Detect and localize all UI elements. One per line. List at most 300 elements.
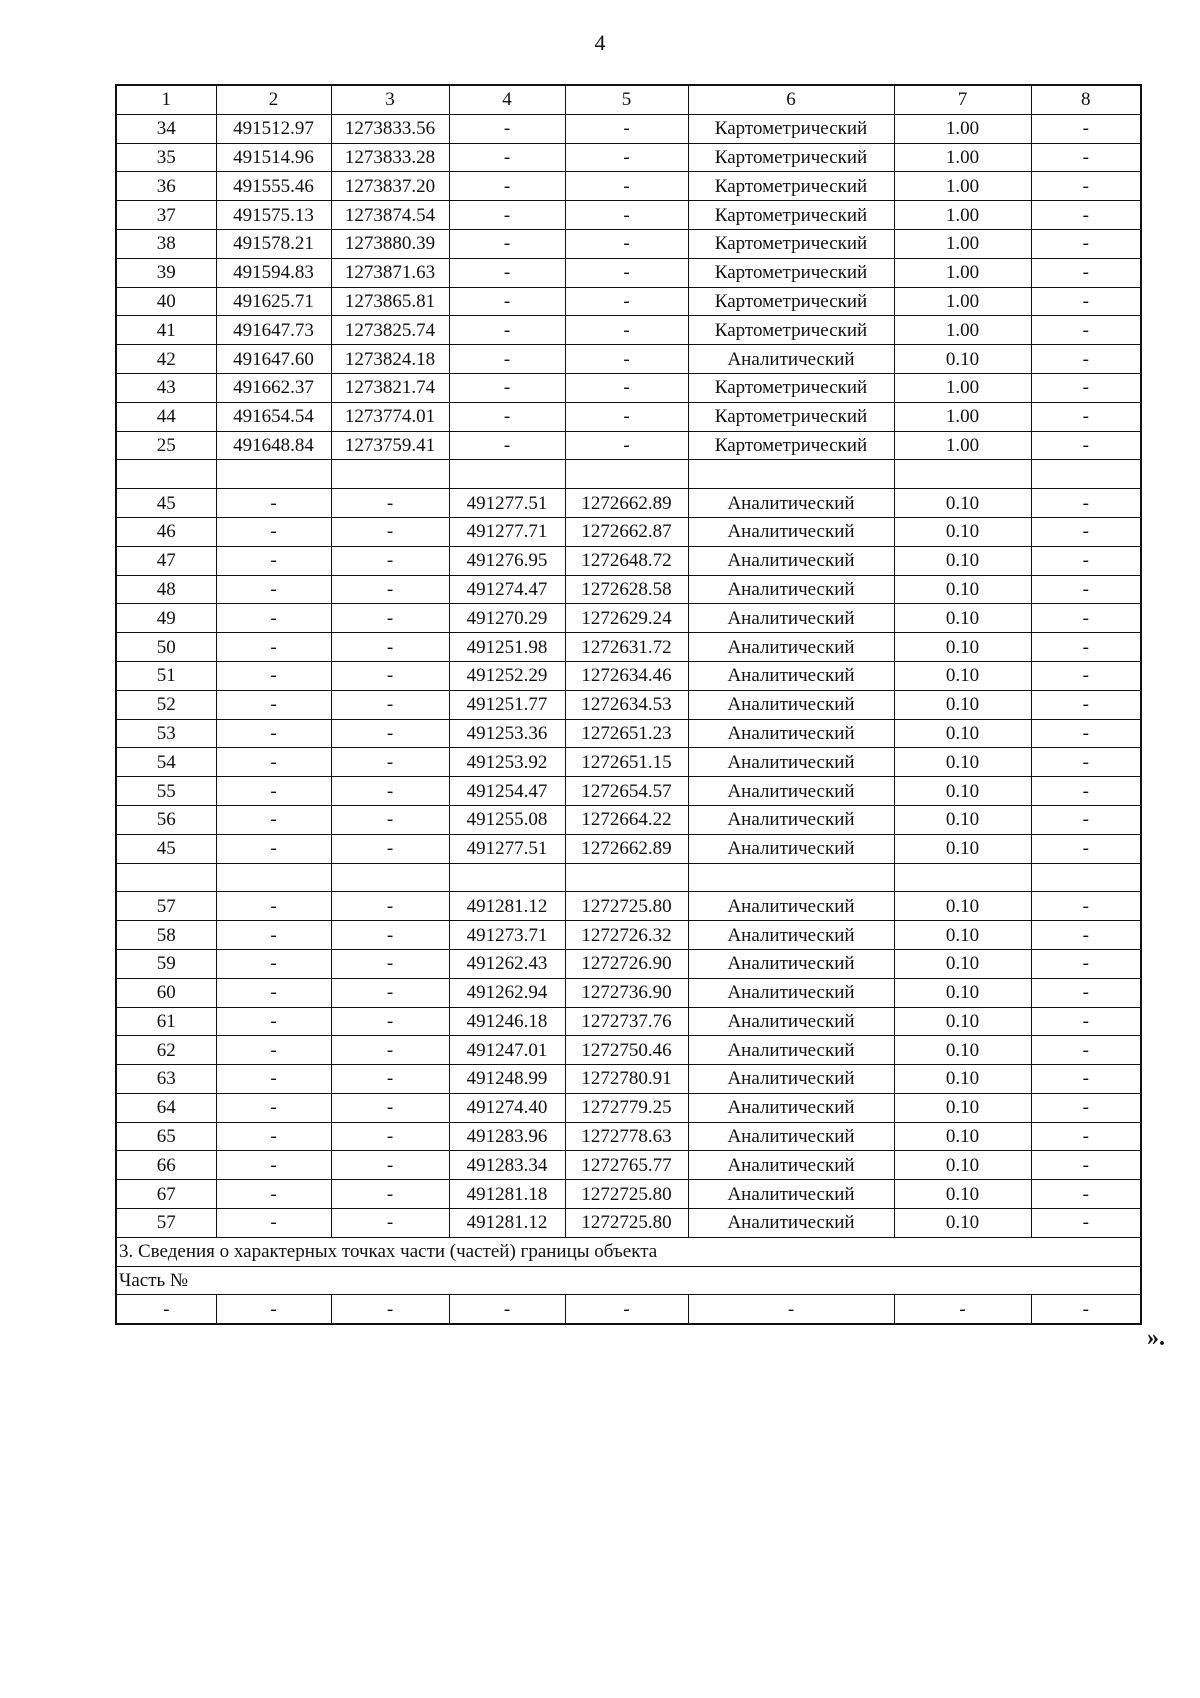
table-cell: 1.00 (894, 373, 1031, 402)
table-cell: 1.00 (894, 258, 1031, 287)
table-cell: 1272662.89 (565, 834, 688, 863)
table-cell: - (1031, 1209, 1141, 1238)
table-cell: 47 (116, 546, 216, 575)
table-cell: 491512.97 (216, 114, 331, 143)
table-cell: - (565, 1295, 688, 1324)
table-cell: 491514.96 (216, 143, 331, 172)
table-cell: - (331, 777, 449, 806)
table-cell: 58 (116, 921, 216, 950)
table-cell: - (565, 316, 688, 345)
table-cell: Аналитический (688, 978, 894, 1007)
table-cell (449, 863, 565, 892)
table-cell: - (216, 1180, 331, 1209)
page-number: 4 (594, 30, 606, 55)
table-cell: - (216, 1065, 331, 1094)
table-cell (331, 460, 449, 489)
table-cell: 0.10 (894, 661, 1031, 690)
table-cell: Картометрический (688, 143, 894, 172)
table-cell: 1.00 (894, 287, 1031, 316)
table-row (116, 892, 1141, 921)
table-cell: 491255.08 (449, 805, 565, 834)
table-cell: 491251.77 (449, 690, 565, 719)
table-cell: - (331, 1151, 449, 1180)
table-cell: 0.10 (894, 892, 1031, 921)
table-cell: 0.10 (894, 805, 1031, 834)
table-cell: - (688, 1295, 894, 1324)
table-cell: - (1031, 921, 1141, 950)
table-cell: - (331, 1180, 449, 1209)
table-cell: - (331, 921, 449, 950)
table-cell: Картометрический (688, 201, 894, 230)
table-cell: - (1031, 1036, 1141, 1065)
table-cell: 1.00 (894, 201, 1031, 230)
table-cell: - (331, 633, 449, 662)
table-cell: 491262.43 (449, 949, 565, 978)
separator-row (116, 460, 1141, 489)
table-cell: 491253.92 (449, 748, 565, 777)
table-cell: 51 (116, 661, 216, 690)
table-row (116, 1151, 1141, 1180)
table-row (116, 229, 1141, 258)
table-cell: 1.00 (894, 316, 1031, 345)
table-cell: 54 (116, 748, 216, 777)
table-cell: 44 (116, 402, 216, 431)
table-cell: Аналитический (688, 345, 894, 374)
table-cell: 64 (116, 1093, 216, 1122)
table-cell (688, 460, 894, 489)
table-cell: 1273824.18 (331, 345, 449, 374)
table-cell: - (216, 517, 331, 546)
table-cell: 1272662.87 (565, 517, 688, 546)
table-row (116, 690, 1141, 719)
table-row (116, 1007, 1141, 1036)
table-cell: Аналитический (688, 517, 894, 546)
table-cell: Аналитический (688, 575, 894, 604)
table-cell: - (894, 1295, 1031, 1324)
table-cell: - (449, 431, 565, 460)
table-cell: 491555.46 (216, 172, 331, 201)
table-cell: - (331, 1065, 449, 1094)
table-cell: Картометрический (688, 431, 894, 460)
table-cell: 46 (116, 517, 216, 546)
table-cell: - (216, 921, 331, 950)
table-cell: - (1031, 114, 1141, 143)
table-cell: 0.10 (894, 517, 1031, 546)
table-row (116, 604, 1141, 633)
table-row (116, 402, 1141, 431)
table-cell: - (565, 258, 688, 287)
table-cell: 0.10 (894, 949, 1031, 978)
table-cell: 491248.99 (449, 1065, 565, 1094)
separator-row (116, 863, 1141, 892)
table-row (116, 172, 1141, 201)
table-cell: 36 (116, 172, 216, 201)
table-cell: 1273833.56 (331, 114, 449, 143)
table-cell: - (1031, 1093, 1141, 1122)
table-cell: Аналитический (688, 489, 894, 518)
table-cell: - (1031, 661, 1141, 690)
table-cell: 65 (116, 1122, 216, 1151)
table-row (116, 921, 1141, 950)
table-cell: - (216, 978, 331, 1007)
table-cell (565, 863, 688, 892)
table-cell: - (1031, 1180, 1141, 1209)
table-cell: 1272750.46 (565, 1036, 688, 1065)
table-cell (449, 460, 565, 489)
table-cell: - (1031, 1295, 1141, 1324)
table-cell: - (449, 316, 565, 345)
table-row (116, 777, 1141, 806)
table-row (116, 1093, 1141, 1122)
table-cell: 491277.51 (449, 834, 565, 863)
table-cell: - (331, 748, 449, 777)
table-cell: 1.00 (894, 114, 1031, 143)
table-cell: 0.10 (894, 921, 1031, 950)
table-cell: - (565, 373, 688, 402)
table-cell: - (116, 1295, 216, 1324)
table-cell: - (331, 690, 449, 719)
table-cell: 1272726.90 (565, 949, 688, 978)
table-row (116, 431, 1141, 460)
table-cell (116, 460, 216, 489)
table-cell: - (1031, 287, 1141, 316)
table-cell: - (1031, 345, 1141, 374)
table-cell: Картометрический (688, 287, 894, 316)
table-cell: - (565, 143, 688, 172)
table-cell: - (216, 690, 331, 719)
table-cell: 1273837.20 (331, 172, 449, 201)
table-row (116, 1036, 1141, 1065)
table-cell: - (1031, 172, 1141, 201)
table-cell: 491274.40 (449, 1093, 565, 1122)
table-row (116, 546, 1141, 575)
table-cell: Аналитический (688, 1007, 894, 1036)
table-cell: 1272725.80 (565, 892, 688, 921)
table-cell: Аналитический (688, 633, 894, 662)
table-cell (894, 460, 1031, 489)
table-cell: Картометрический (688, 114, 894, 143)
table-cell: 1272651.15 (565, 748, 688, 777)
table-cell: 0.10 (894, 834, 1031, 863)
table-row (116, 1180, 1141, 1209)
table-cell: - (1031, 143, 1141, 172)
table-row (116, 517, 1141, 546)
table-cell: - (216, 1122, 331, 1151)
column-header: 8 (1031, 85, 1141, 114)
table-cell: - (1031, 517, 1141, 546)
table-cell: - (331, 1209, 449, 1238)
table-cell: - (1031, 373, 1141, 402)
column-header: 1 (116, 85, 216, 114)
table-header (116, 85, 1141, 114)
table-cell: - (216, 604, 331, 633)
table-row (116, 373, 1141, 402)
table-cell: - (1031, 604, 1141, 633)
table-row (116, 1209, 1141, 1238)
table-cell: Аналитический (688, 949, 894, 978)
table-cell: 491274.47 (449, 575, 565, 604)
table-cell: 0.10 (894, 719, 1031, 748)
table-cell: - (331, 604, 449, 633)
table-row (116, 805, 1141, 834)
table-cell: Картометрический (688, 316, 894, 345)
table-cell: - (216, 719, 331, 748)
table-cell: 45 (116, 834, 216, 863)
table-cell: - (1031, 633, 1141, 662)
table-cell: 25 (116, 431, 216, 460)
table-cell: 1272779.25 (565, 1093, 688, 1122)
table-cell: - (216, 748, 331, 777)
table-cell: 0.10 (894, 1151, 1031, 1180)
table-cell: 491277.71 (449, 517, 565, 546)
table-cell: 1272634.53 (565, 690, 688, 719)
table-cell: 1272725.80 (565, 1209, 688, 1238)
table-cell: 0.10 (894, 1065, 1031, 1094)
table-cell: - (216, 1209, 331, 1238)
table-cell: 0.10 (894, 777, 1031, 806)
table-cell: 39 (116, 258, 216, 287)
table-cell: - (216, 1036, 331, 1065)
table-cell: 0.10 (894, 748, 1031, 777)
table-cell: 0.10 (894, 1122, 1031, 1151)
table-cell: Аналитический (688, 748, 894, 777)
table-cell: - (1031, 1007, 1141, 1036)
table-cell: Аналитический (688, 690, 894, 719)
table-cell: 0.10 (894, 633, 1031, 662)
table-cell: 1.00 (894, 229, 1031, 258)
table-cell: 491283.96 (449, 1122, 565, 1151)
table-cell: - (565, 431, 688, 460)
table-cell: - (449, 172, 565, 201)
table-cell: - (216, 1151, 331, 1180)
table-cell: 57 (116, 892, 216, 921)
table-cell: - (331, 517, 449, 546)
table-cell (216, 460, 331, 489)
table-cell: - (331, 489, 449, 518)
table-cell: - (1031, 546, 1141, 575)
table-cell: - (565, 402, 688, 431)
table-cell: - (1031, 1065, 1141, 1094)
table-cell: Аналитический (688, 1065, 894, 1094)
table-row (116, 258, 1141, 287)
table-cell: - (331, 1007, 449, 1036)
table-cell: 0.10 (894, 1209, 1031, 1238)
table-cell: 491575.13 (216, 201, 331, 230)
table-cell: - (216, 546, 331, 575)
closing-quote-mark: ». (1147, 1325, 1165, 1351)
table-cell: 491254.47 (449, 777, 565, 806)
table-cell: 42 (116, 345, 216, 374)
table-cell: 35 (116, 143, 216, 172)
table-cell: - (1031, 748, 1141, 777)
table-cell: Картометрический (688, 258, 894, 287)
table-row (116, 575, 1141, 604)
table-cell: - (331, 892, 449, 921)
table-cell: 53 (116, 719, 216, 748)
table-cell: 1272662.89 (565, 489, 688, 518)
table-cell: - (1031, 402, 1141, 431)
table-cell: 1273880.39 (331, 229, 449, 258)
table-cell: - (1031, 431, 1141, 460)
table-cell: - (1031, 489, 1141, 518)
table-cell: 1273821.74 (331, 373, 449, 402)
table-cell: 1272664.22 (565, 805, 688, 834)
table-row (116, 633, 1141, 662)
table-cell: 491625.71 (216, 287, 331, 316)
table-cell: 41 (116, 316, 216, 345)
table-row (116, 114, 1141, 143)
table-cell (331, 863, 449, 892)
table-row (116, 489, 1141, 518)
table-row (116, 661, 1141, 690)
table-cell: 0.10 (894, 1093, 1031, 1122)
table-cell: 0.10 (894, 1180, 1031, 1209)
table-cell: - (331, 978, 449, 1007)
part-label-row (116, 1266, 1141, 1295)
table-cell: 491281.12 (449, 892, 565, 921)
table-cell: Аналитический (688, 1180, 894, 1209)
table-cell: 43 (116, 373, 216, 402)
table-cell: - (216, 1295, 331, 1324)
table-cell: - (216, 1093, 331, 1122)
table-cell: 491251.98 (449, 633, 565, 662)
table-cell: Аналитический (688, 1093, 894, 1122)
table-cell: - (1031, 1151, 1141, 1180)
table-cell: 1272631.72 (565, 633, 688, 662)
table-cell: - (331, 1122, 449, 1151)
table-cell: 0.10 (894, 345, 1031, 374)
table-cell (216, 863, 331, 892)
table-cell: 491262.94 (449, 978, 565, 1007)
table-cell: 0.10 (894, 978, 1031, 1007)
table-cell: - (331, 661, 449, 690)
table-cell: 1272725.80 (565, 1180, 688, 1209)
column-header: 5 (565, 85, 688, 114)
table-cell: - (565, 229, 688, 258)
section-title-row (116, 1237, 1141, 1266)
table-cell: Аналитический (688, 1209, 894, 1238)
table-cell: 61 (116, 1007, 216, 1036)
table-cell: - (565, 287, 688, 316)
table-cell: 62 (116, 1036, 216, 1065)
table-cell: 48 (116, 575, 216, 604)
table-cell: 491647.73 (216, 316, 331, 345)
table-cell: 60 (116, 978, 216, 1007)
table-cell: 49 (116, 604, 216, 633)
table-cell: - (449, 258, 565, 287)
table-cell: Аналитический (688, 1151, 894, 1180)
table-cell: 1273759.41 (331, 431, 449, 460)
table-cell: - (1031, 201, 1141, 230)
table-row (116, 1295, 1141, 1324)
table-cell: - (449, 201, 565, 230)
table-cell: 1273774.01 (331, 402, 449, 431)
table-cell: 1272651.23 (565, 719, 688, 748)
table-cell: Аналитический (688, 604, 894, 633)
column-header: 2 (216, 85, 331, 114)
table-cell: 491283.34 (449, 1151, 565, 1180)
table-cell: - (216, 777, 331, 806)
table-cell: - (216, 633, 331, 662)
table-row (116, 1122, 1141, 1151)
table-cell: Аналитический (688, 719, 894, 748)
table-cell: - (1031, 316, 1141, 345)
table-cell: Картометрический (688, 229, 894, 258)
table-cell: Картометрический (688, 172, 894, 201)
table-cell: 1272634.46 (565, 661, 688, 690)
header-row (116, 85, 1141, 114)
table-row (116, 719, 1141, 748)
table-cell: - (1031, 1122, 1141, 1151)
table-cell: - (331, 805, 449, 834)
table-cell: - (1031, 949, 1141, 978)
table-cell: 491281.12 (449, 1209, 565, 1238)
table-row (116, 1065, 1141, 1094)
table-cell: - (331, 719, 449, 748)
table-row (116, 143, 1141, 172)
table-cell: - (331, 834, 449, 863)
table-cell: - (565, 345, 688, 374)
table-cell: Картометрический (688, 373, 894, 402)
table-cell: 491662.37 (216, 373, 331, 402)
table-cell: 1272654.57 (565, 777, 688, 806)
table-cell: 1272629.24 (565, 604, 688, 633)
table-cell: - (1031, 719, 1141, 748)
table-cell: - (449, 373, 565, 402)
column-header: 3 (331, 85, 449, 114)
table-cell: Аналитический (688, 661, 894, 690)
table-cell: 491253.36 (449, 719, 565, 748)
table-cell: 1.00 (894, 431, 1031, 460)
table-cell: 1273871.63 (331, 258, 449, 287)
table-cell: 0.10 (894, 546, 1031, 575)
table-cell: 0.10 (894, 575, 1031, 604)
table-cell: 1.00 (894, 172, 1031, 201)
table-cell: - (216, 661, 331, 690)
table-cell: Аналитический (688, 921, 894, 950)
table-cell: 491578.21 (216, 229, 331, 258)
table-cell: - (216, 489, 331, 518)
table-row (116, 316, 1141, 345)
table-cell: - (331, 546, 449, 575)
table-cell: 491647.60 (216, 345, 331, 374)
table-cell: - (449, 287, 565, 316)
table-cell: - (1031, 978, 1141, 1007)
table-row (116, 201, 1141, 230)
table-cell (894, 863, 1031, 892)
table-cell: 491654.54 (216, 402, 331, 431)
table-row (116, 978, 1141, 1007)
part-label: Часть № (116, 1266, 1141, 1295)
table-cell: Аналитический (688, 546, 894, 575)
table-cell: - (565, 201, 688, 230)
table-row (116, 287, 1141, 316)
table-cell: - (565, 172, 688, 201)
section-title: 3. Сведения о характерных точках части (частей) границы объекта (116, 1237, 1141, 1266)
table-cell: 0.10 (894, 690, 1031, 719)
table-cell: 50 (116, 633, 216, 662)
table-cell: - (216, 575, 331, 604)
table-cell: 0.10 (894, 1007, 1031, 1036)
table-cell: 57 (116, 1209, 216, 1238)
table-cell (1031, 460, 1141, 489)
table-cell: 1.00 (894, 143, 1031, 172)
table-cell: - (331, 1295, 449, 1324)
table-cell: - (216, 949, 331, 978)
table-cell: 1273874.54 (331, 201, 449, 230)
table-cell: - (1031, 690, 1141, 719)
table-cell: 37 (116, 201, 216, 230)
